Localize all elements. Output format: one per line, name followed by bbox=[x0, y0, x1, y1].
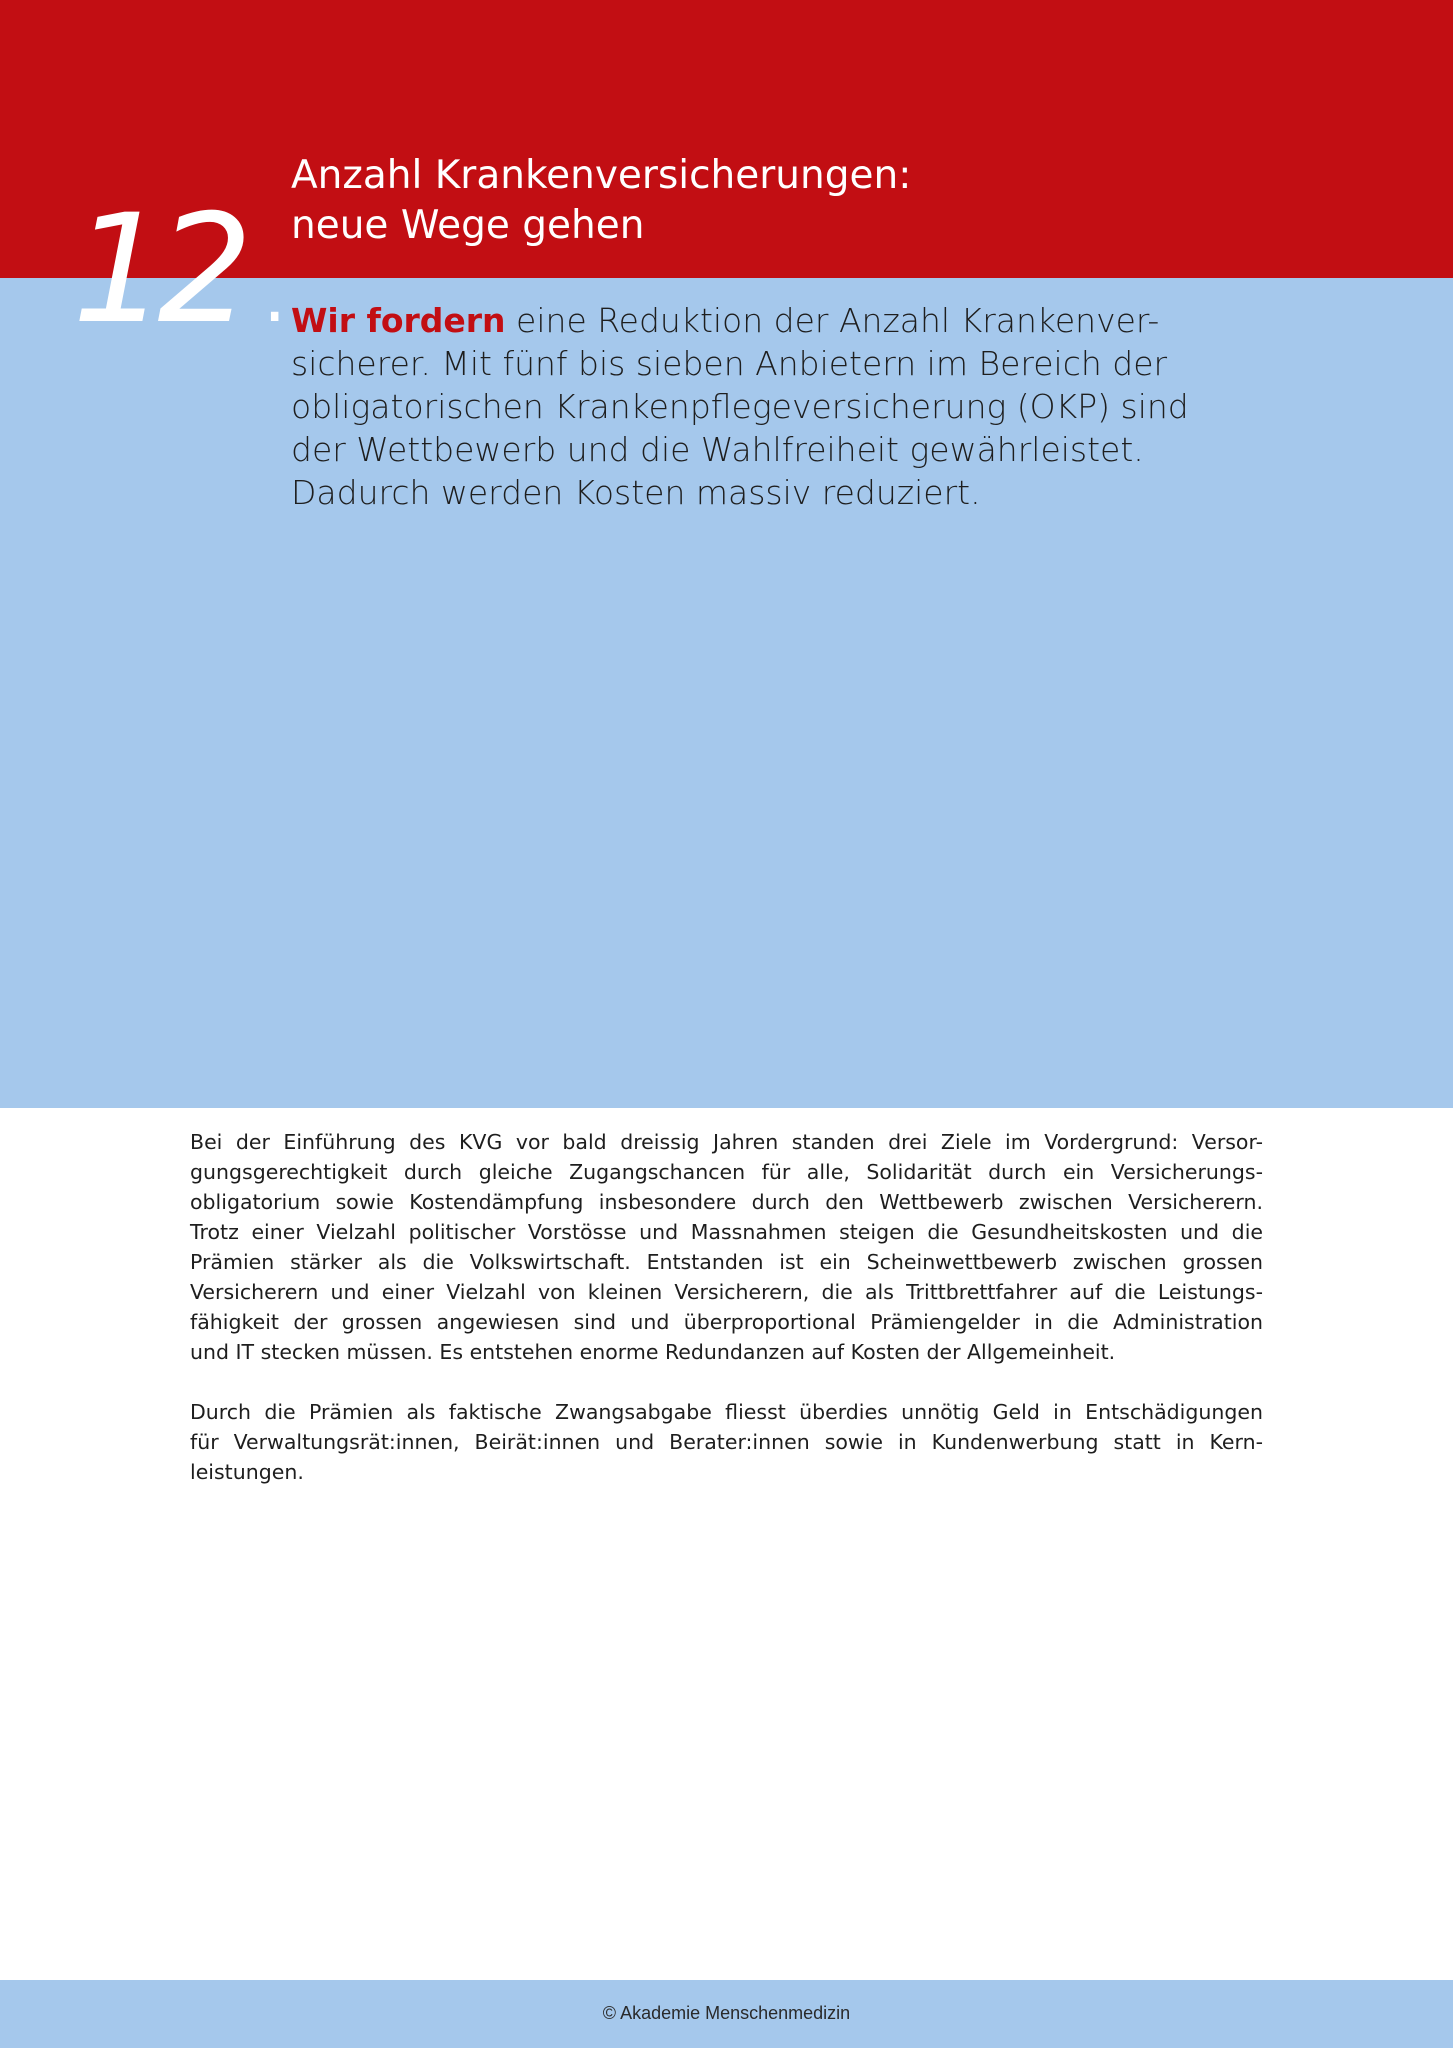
lead-line-1-rest: eine Reduktion der Anzahl Krankenver- bbox=[505, 301, 1160, 340]
body-p1-line-2: gungsgerechtigkeit durch gleiche Zugangschancen für alle, Solidarität durch ein Versicherungs- bbox=[190, 1160, 1263, 1184]
lead-statement bbox=[291, 299, 1411, 514]
body-text bbox=[190, 1127, 1263, 1517]
body-p1-line-4: Trotz einer Vielzahl politischer Vorstösse und Massnahmen steigen die Gesundheitskosten und die bbox=[190, 1220, 1263, 1244]
body-p1-line-8: und IT stecken müssen. Es entstehen enorme Redundanzen auf Kosten der Allgemeinheit. bbox=[190, 1340, 1116, 1364]
lead-line-4: der Wettbewerb und die Wahlfreiheit gewährleistet. bbox=[291, 430, 1144, 469]
body-p2-line-1: Durch die Prämien als faktische Zwangsabgabe fliesst überdies unnötig Geld in Entschädigungen bbox=[190, 1400, 1263, 1424]
lead-line-1 bbox=[291, 299, 1411, 342]
lead-highlight: Wir fordern bbox=[291, 301, 506, 340]
lead-line-5: Dadurch werden Kosten massiv reduziert. bbox=[291, 473, 981, 512]
body-p1-line-5: Prämien stärker als die Volkswirtschaft. Entstanden ist ein Scheinwettbewerb zwischen grossen bbox=[190, 1250, 1263, 1274]
section-number-dot: . bbox=[250, 183, 299, 357]
body-paragraph-2 bbox=[190, 1397, 1263, 1487]
section-title-line-1: Anzahl Krankenversicherungen: bbox=[291, 153, 912, 198]
footer-band bbox=[0, 1980, 1453, 2048]
body-p1-line-3: obligatorium sowie Kostendämpfung insbesondere durch den Wettbewerb zwischen Versicherern. bbox=[190, 1190, 1263, 1214]
body-p1-line-1: Bei der Einführung des KVG vor bald dreissig Jahren standen drei Ziele im Vordergrund: Versor- bbox=[190, 1130, 1263, 1154]
body-p1-line-7: fähigkeit der grossen angewiesen sind und überproportional Prämiengelder in die Administration bbox=[190, 1310, 1263, 1334]
section-number bbox=[72, 183, 299, 357]
footer-copyright: © Akademie Menschenmedizin bbox=[602, 2003, 851, 2023]
body-p2-line-3: leistungen. bbox=[190, 1460, 304, 1484]
section-number-digits: 12 bbox=[72, 183, 243, 357]
body-p1-line-6: Versicherern und einer Vielzahl von kleinen Versicherern, die als Trittbrettfahrer auf die Leistungs- bbox=[190, 1280, 1263, 1304]
section-title bbox=[291, 151, 1391, 251]
body-paragraph-1 bbox=[190, 1127, 1263, 1367]
lead-line-2: sicherer. Mit fünf bis sieben Anbietern im Bereich der bbox=[291, 344, 1168, 383]
section-title-line-2: neue Wege gehen bbox=[291, 203, 645, 248]
lead-line-3: obligatorischen Krankenpflegeversicherung (OKP) sind bbox=[291, 387, 1189, 426]
body-p2-line-2: für Verwaltungsrät:innen, Beirät:innen und Berater:innen sowie in Kundenwerbung statt in Kern- bbox=[190, 1430, 1263, 1454]
